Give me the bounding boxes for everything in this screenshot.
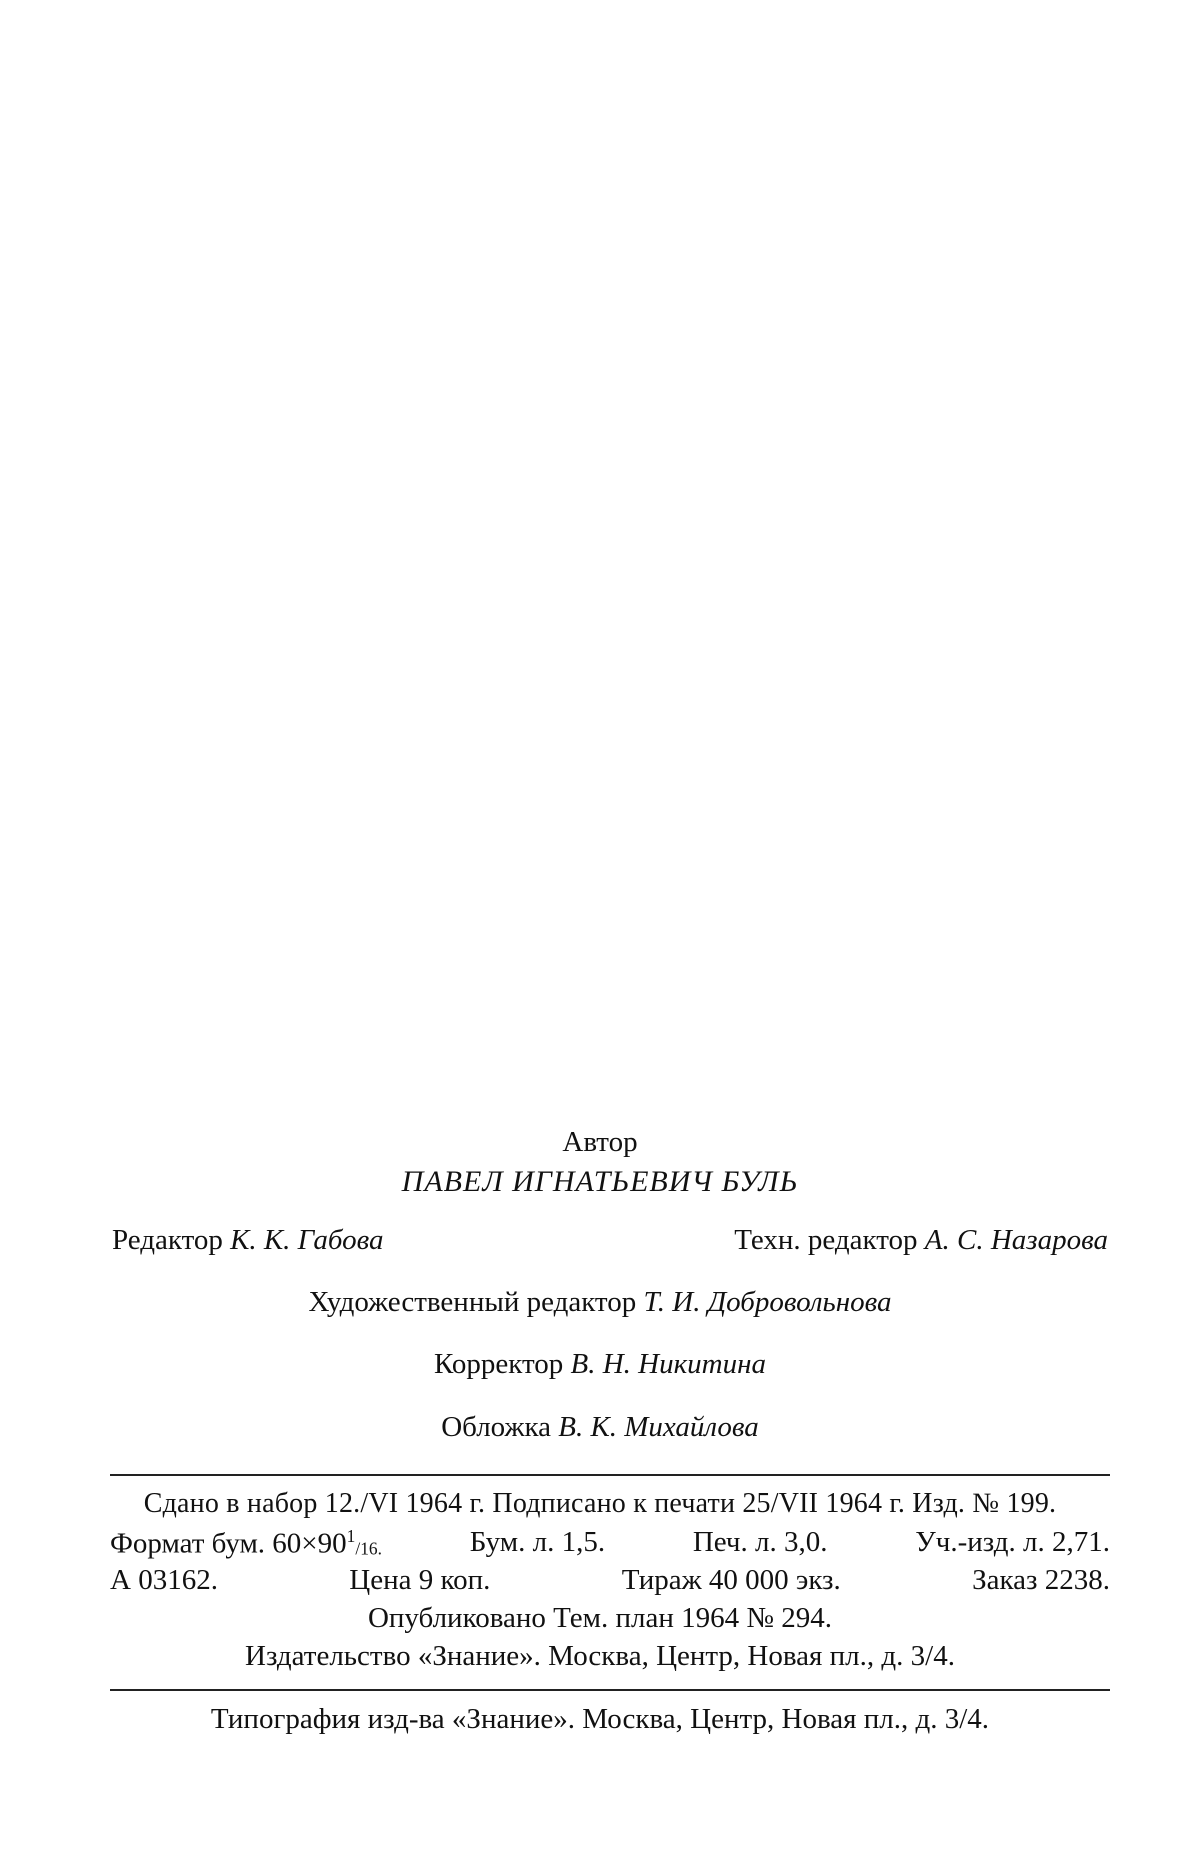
format-text: Формат бум. $60\times 90^1_{/16.}$: [110, 1526, 382, 1560]
license-code: А 03162.: [110, 1564, 218, 1596]
print-sheets: Печ. л. 3,0.: [692, 1526, 828, 1558]
divider-bottom: [110, 1689, 1110, 1691]
tech-editor-role: Техн. редактор: [734, 1224, 918, 1256]
editor-credit: [112, 1226, 384, 1255]
imprint-row-price: [110, 1566, 1110, 1595]
cover-name: В. К. Михайлова: [558, 1411, 759, 1443]
cover-credit: [0, 1413, 1200, 1442]
author-name: ПАВЕЛ ИГНАТЬЕВИЧ БУЛЬ: [401, 1165, 799, 1198]
art-editor-role: Художественный редактор: [308, 1286, 637, 1318]
author-label: Автор: [562, 1126, 638, 1158]
publication-sheets: Уч.-изд. л. 2,71.: [915, 1526, 1110, 1558]
printer-address: Типография изд-ва «Знание». Москва, Центр, Новая пл., д. 3/4.: [210, 1703, 990, 1735]
imprint-row-format: [110, 1528, 1110, 1559]
publisher-address: Издательство «Знание». Москва, Центр, Новая пл., д. 3/4.: [245, 1640, 955, 1672]
imprint-line1: Сдано в набор 12./VI 1964 г. Подписано к печати 25/VII 1964 г. Изд. № 199.: [143, 1488, 1057, 1519]
price: Цена 9 коп.: [349, 1564, 491, 1596]
proofreader-role: Корректор: [433, 1348, 564, 1380]
proofreader-name: В. Н. Никитина: [570, 1348, 767, 1380]
tech-editor-name: А. С. Назарова: [924, 1224, 1108, 1256]
cover-role: Обложка: [441, 1411, 552, 1443]
print-run: Тираж 40 000 экз.: [621, 1564, 841, 1596]
art-editor-name: Т. И. Добровольнова: [643, 1286, 892, 1318]
tech-editor-credit: [734, 1226, 1108, 1255]
proofreader-credit: [0, 1350, 1200, 1379]
editor-name: К. К. Габова: [230, 1224, 384, 1256]
order-number: Заказ 2238.: [972, 1564, 1110, 1596]
editor-role: Редактор: [112, 1224, 223, 1256]
divider-top: [110, 1474, 1110, 1476]
paper-sheets: Бум. л. 1,5.: [469, 1526, 606, 1558]
art-editor-credit: [0, 1288, 1200, 1317]
publication-plan: Опубликовано Тем. план 1964 № 294.: [367, 1602, 833, 1634]
